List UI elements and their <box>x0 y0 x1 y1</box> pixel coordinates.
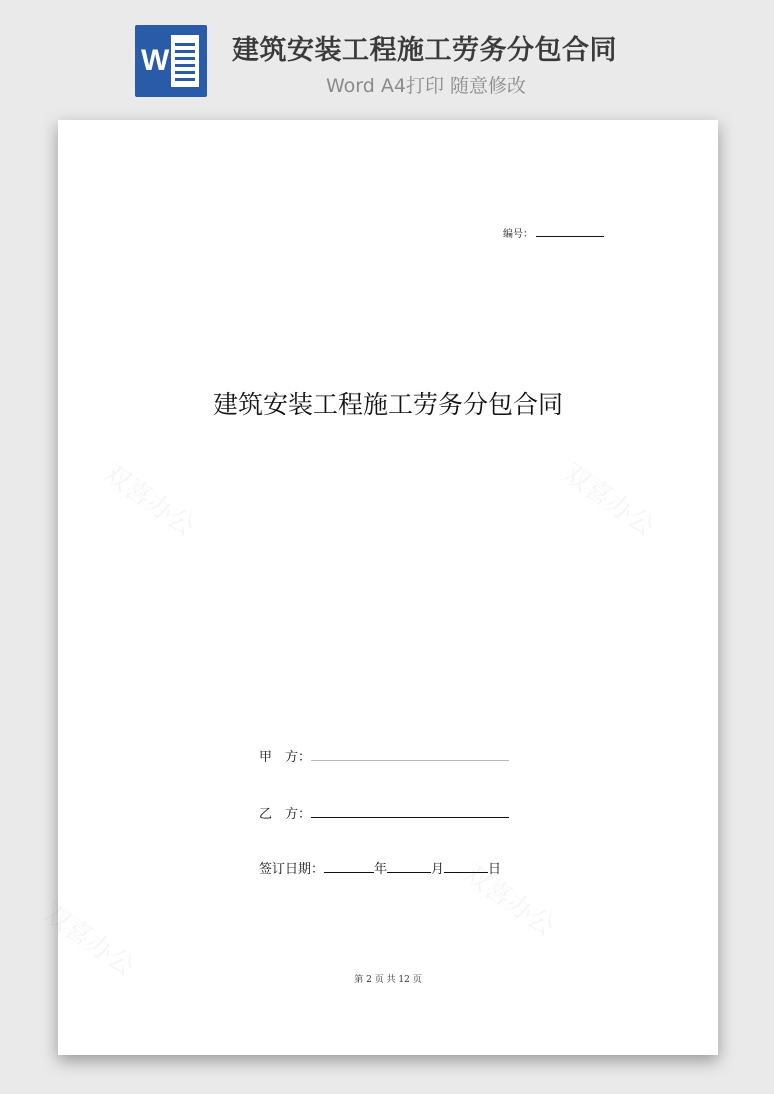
month-blank <box>387 860 431 873</box>
watermark <box>37 894 143 984</box>
year-blank <box>324 860 374 873</box>
day-label: 日 <box>488 862 502 877</box>
year-label: 年 <box>374 862 388 877</box>
header-banner <box>0 0 774 110</box>
page-footer: 第 2 页 共 12 页 <box>354 975 422 985</box>
watermark <box>557 454 663 544</box>
serial-label: 编号： <box>503 229 533 240</box>
sign-date-label: 签订日期： <box>259 862 325 877</box>
serial-blank <box>536 227 604 237</box>
serial-number-field <box>503 225 604 240</box>
word-logo-letter: W <box>141 44 170 77</box>
party-a-field <box>259 746 509 765</box>
party-b-blank <box>311 805 509 818</box>
document-lines-icon <box>171 35 199 87</box>
party-a-label: 甲 方： <box>259 750 312 765</box>
party-b-label: 乙 方： <box>259 807 312 822</box>
document-title: 建筑安装工程施工劳务分包合同 <box>212 390 563 419</box>
day-blank <box>444 860 488 873</box>
month-label: 月 <box>431 862 445 877</box>
word-icon <box>135 25 207 97</box>
watermark <box>97 454 203 544</box>
document-page <box>58 120 718 1055</box>
banner-title: 建筑安装工程施工劳务分包合同 <box>232 35 617 66</box>
party-a-blank <box>311 748 509 761</box>
sign-date-field <box>259 858 501 877</box>
banner-subtitle: Word A4打印 随意修改 <box>326 75 527 97</box>
party-b-field <box>259 803 509 822</box>
